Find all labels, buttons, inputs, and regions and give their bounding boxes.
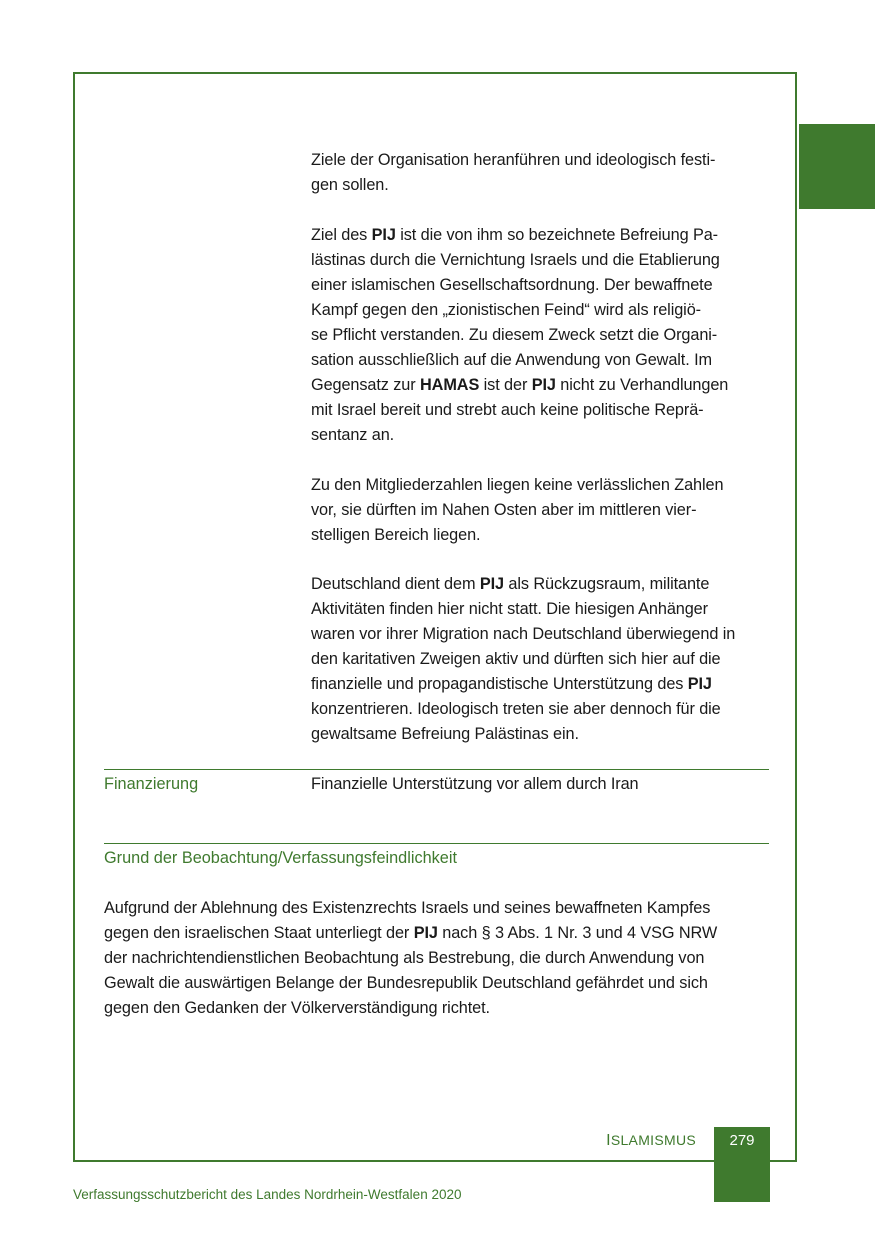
text-line (311, 273, 773, 298)
text-run: vor, sie dürften im Nahen Osten aber im mittleren vier- (311, 501, 697, 519)
text-run: ist der (479, 376, 532, 394)
section-divider (104, 843, 769, 844)
text-run: sentanz an. (311, 426, 395, 444)
text-run: nicht zu Verhandlungen (555, 376, 729, 394)
section-name-rest: SLAMISMUS (610, 1132, 696, 1148)
text-run: Kampf gegen den „zionistischen Feind“ wird als religiö- (311, 301, 701, 319)
text-run: nach § 3 Abs. 1 Nr. 3 und 4 VSG NRW (437, 924, 718, 942)
text-line (311, 523, 773, 548)
text-line (311, 348, 773, 373)
section-name (560, 1128, 696, 1153)
text-line (311, 398, 773, 423)
text-line (104, 896, 769, 921)
text-line (311, 248, 773, 273)
text-run: Zu den Mitgliederzahlen liegen keine verlässlichen Zahlen (311, 476, 724, 494)
paragraph-germany (311, 572, 773, 747)
text-run: Gewalt die auswärtigen Belange der Bundesrepublik Deutschland gefährdet und sich (104, 974, 708, 992)
text-line (311, 597, 773, 622)
text-run: Aufgrund der Ablehnung des Existenzrechts Israels und seines bewaffneten Kampfes (104, 899, 711, 917)
text-run: sation ausschließlich auf die Anwendung von Gewalt. Im (311, 351, 712, 369)
text-line: gen sollen. (311, 176, 389, 194)
bold-term: PIJ (531, 376, 556, 394)
text-run: mit Israel bereit und strebt auch keine politische Reprä- (311, 401, 704, 419)
text-run: ist die von ihm so bezeichnete Befreiung Pa- (395, 226, 718, 244)
text-run: Deutschland dient dem (311, 575, 480, 593)
text-run: lästinas durch die Vernichtung Israels und die Etablierung (311, 251, 720, 269)
text-line (104, 921, 769, 946)
text-line (311, 423, 773, 448)
bold-term: HAMAS (420, 376, 480, 394)
bold-term: PIJ (371, 226, 396, 244)
text-run: den karitativen Zweigen aktiv und dürften sich hier auf die (311, 650, 721, 668)
section-divider (104, 769, 769, 770)
text-run: gewaltsame Befreiung Palästinas ein. (311, 725, 579, 743)
text-run: Ziel des (311, 226, 372, 244)
text-line (311, 572, 773, 597)
section-name-initial: I (606, 1132, 611, 1149)
text-line (311, 498, 773, 523)
text-line (104, 971, 769, 996)
text-run: konzentrieren. Ideologisch treten sie aber dennoch für die (311, 700, 721, 718)
text-run: waren vor ihrer Migration nach Deutschland überwiegend in (311, 625, 736, 643)
text-line (311, 323, 773, 348)
text-run: Aktivitäten finden hier nicht statt. Die hiesigen Anhänger (311, 600, 708, 618)
text-run: gegen den Gedanken der Völkerverständigung richtet. (104, 999, 490, 1017)
text-run: finanzielle und propagandistische Unterstützung des (311, 675, 688, 693)
text-line: Ziele der Organisation heranführen und ideologisch festi- (311, 151, 716, 169)
text-line (311, 622, 773, 647)
bold-term: PIJ (687, 675, 712, 693)
text-line (104, 946, 769, 971)
text-run: als Rückzugsraum, militante (504, 575, 710, 593)
paragraph-membership (311, 473, 773, 548)
text-line (311, 647, 773, 672)
paragraph-intro-continued (311, 148, 773, 198)
bold-term: PIJ (479, 575, 504, 593)
chapter-tab-marker (799, 124, 875, 209)
text-line (311, 298, 773, 323)
financing-text: Finanzielle Unterstützung vor allem durch Iran (311, 775, 639, 793)
text-run: einer islamischen Gesellschaftsordnung. Der bewaffnete (311, 276, 713, 294)
text-run: se Pflicht verstanden. Zu diesem Zweck setzt die Organi- (311, 326, 718, 344)
bold-term: PIJ (413, 924, 438, 942)
publication-title: Verfassungsschutzbericht des Landes Nordrhein-Westfalen 2020 (73, 1187, 462, 1202)
text-line (311, 722, 773, 747)
text-line (311, 473, 773, 498)
text-line (311, 672, 773, 697)
text-run: gegen den israelischen Staat unterliegt der (104, 924, 414, 942)
text-line (311, 223, 773, 248)
text-line (104, 996, 769, 1021)
observation-paragraph (104, 896, 769, 1021)
text-run: der nachrichtendienstlichen Beobachtung als Bestrebung, die durch Anwendung von (104, 949, 705, 967)
text-run: stelligen Bereich liegen. (311, 526, 481, 544)
text-line (311, 373, 773, 398)
observation-heading: Grund der Beobachtung/Verfassungsfeindlichkeit (104, 849, 457, 867)
page-number: 279 (729, 1132, 755, 1149)
text-run: Gegensatz zur (311, 376, 421, 394)
paragraph-goals (311, 223, 773, 448)
financing-label: Finanzierung (104, 775, 199, 793)
text-line (311, 697, 773, 722)
